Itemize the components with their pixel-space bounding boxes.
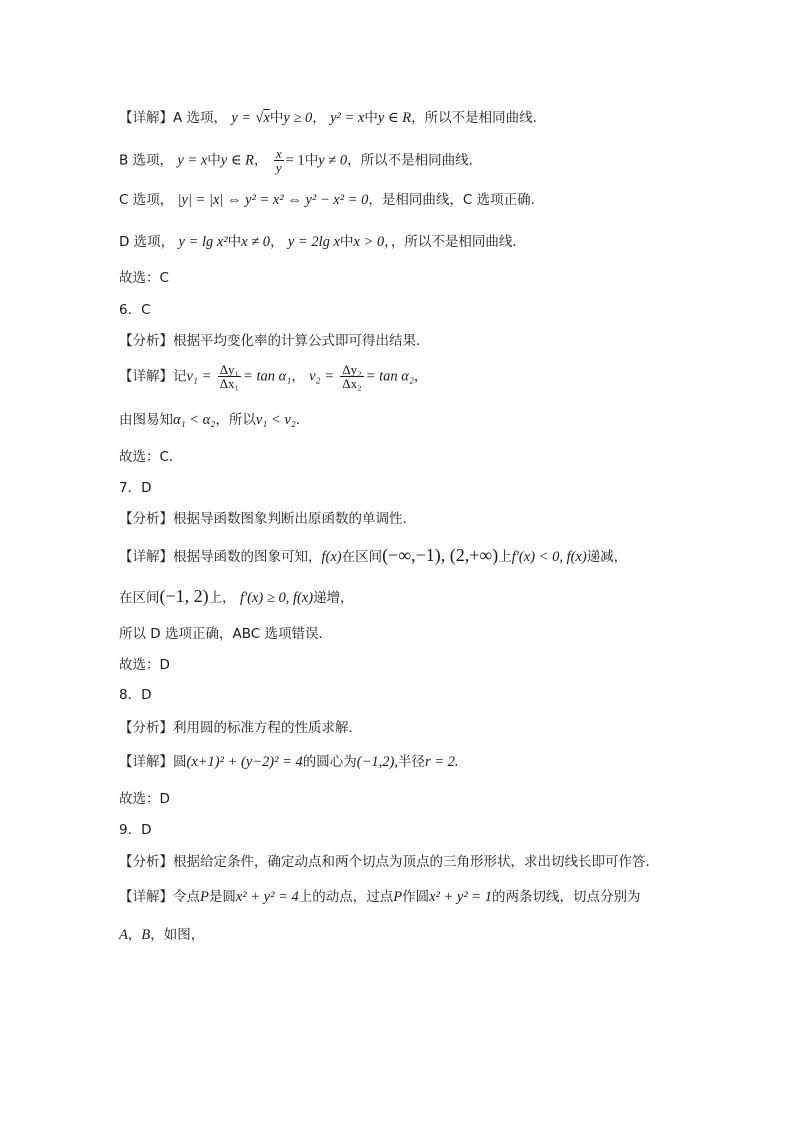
- detail-circle: [119, 752, 459, 772]
- math-expr: f′(x) < 0, f(x): [511, 549, 587, 565]
- detail-comparison: [119, 410, 309, 430]
- text: ．: [295, 412, 310, 428]
- text: A 选项，: [173, 110, 228, 126]
- detail-a-option: [119, 108, 537, 128]
- math-expr: x > 0: [353, 234, 385, 250]
- sqrt-expr: √x: [255, 110, 270, 126]
- text: 中: [304, 152, 319, 169]
- text: 递减，: [586, 549, 628, 565]
- numerator: Δy₁: [219, 362, 240, 377]
- text: 在区间: [119, 590, 160, 606]
- question-number: 9．D: [119, 822, 152, 838]
- math-expr: y ∈ R: [377, 110, 412, 126]
- denominator: Δx₁: [219, 376, 240, 391]
- detail-b-option: [119, 147, 473, 174]
- math-expr: r = 2.: [424, 754, 459, 770]
- text: 上的动点，过点: [298, 889, 394, 905]
- text: 圆: [173, 754, 187, 770]
- detail-c-option: [119, 190, 535, 210]
- fraction-dy1-dx1: [218, 363, 241, 390]
- tag: 【详解】: [119, 549, 173, 565]
- math-expr: = tan α₁: [243, 368, 292, 385]
- detail-tangent: [119, 887, 641, 907]
- text: 根据导函数的图象可知，: [173, 549, 322, 565]
- radicand: x: [263, 110, 270, 126]
- answer-line: 故选：C: [119, 270, 169, 286]
- math-expr: (x+1)² + (y−2)² = 4: [186, 754, 303, 770]
- analysis-line: 【分析】根据平均变化率的计算公式即可得出结果．: [119, 333, 430, 349]
- detail-d-option: [119, 232, 517, 252]
- text: 在区间: [341, 549, 383, 565]
- text: B 选项，: [119, 152, 174, 169]
- math-expr: |y| = |x| ⇔ y² = x² ⇔ y² − x² = 0: [177, 192, 369, 208]
- text: ，: [254, 152, 268, 169]
- math-expr: y² = x: [330, 110, 365, 126]
- text: 中: [364, 110, 378, 126]
- conclusion-line: 所以 D 选项正确，ABC 选项错误.: [119, 626, 323, 642]
- text: 记: [173, 368, 187, 385]
- math-expr: x² + y² = 1: [429, 889, 492, 905]
- detail-rate-of-change: [119, 363, 427, 390]
- text: D 选项，: [119, 234, 175, 250]
- math-expr: B: [141, 927, 151, 943]
- math-expr: (−∞,−1), (2,+∞): [382, 545, 499, 565]
- math-expr: (−1, 2): [159, 586, 209, 606]
- math-expr: v₁ < v₂: [255, 412, 296, 428]
- detail-increasing: [119, 586, 354, 608]
- text: ，如图，: [150, 927, 205, 943]
- denominator: y: [275, 160, 282, 175]
- text: ，: [270, 234, 284, 250]
- text: 半径: [397, 754, 425, 770]
- math-expr: P: [200, 889, 209, 905]
- text: 上，: [208, 590, 236, 606]
- math-expr: y ≠ 0: [318, 152, 348, 169]
- text: 中: [269, 110, 284, 126]
- analysis-line: 【分析】根据给定条件，确定动点和两个切点为顶点的三角形形状，求出切线长即可作答.: [119, 854, 650, 870]
- fraction-dy2-dx2: [340, 363, 363, 390]
- question-number: 7．D: [119, 480, 152, 496]
- detail-derivative: [119, 545, 627, 567]
- text: 中: [207, 152, 221, 169]
- text: 中: [227, 234, 242, 250]
- answer-line: 故选：D: [119, 791, 170, 807]
- math-expr: y =: [231, 110, 252, 126]
- text: C 选项，: [119, 192, 174, 208]
- math-expr: = 1: [285, 152, 305, 169]
- math-expr: y = x: [177, 152, 208, 169]
- text: 是圆: [208, 889, 236, 905]
- answer-line: 故选：C．: [119, 449, 183, 465]
- math-expr: f′(x) ≥ 0, f(x): [239, 590, 314, 606]
- tag: 【详解】: [119, 889, 173, 905]
- text: 递增，: [313, 590, 354, 606]
- math-expr: y ≥ 0: [283, 110, 313, 126]
- text: ，所以: [215, 412, 256, 428]
- question-number: 6．C: [119, 302, 151, 318]
- text: 由图易知: [119, 412, 173, 428]
- text: ，，所以不是相同曲线.: [384, 234, 517, 250]
- text: ，所以不是相同曲线.: [347, 152, 473, 169]
- tag: 【详解】: [119, 110, 173, 126]
- math-expr: y = 2lg x: [287, 234, 340, 250]
- math-expr: A: [119, 927, 128, 943]
- text: 的两条切线，切点分别为: [492, 889, 641, 905]
- tag: 【详解】: [119, 368, 173, 385]
- denominator: Δx₂: [342, 376, 362, 391]
- answer-line: 故选：D: [119, 657, 170, 673]
- question-number: 8．D: [119, 687, 152, 703]
- math-expr: v₁ =: [186, 368, 212, 385]
- text: ，: [413, 368, 428, 385]
- text: ，: [127, 927, 142, 943]
- text: 作圆: [402, 889, 430, 905]
- analysis-line: 【分析】利用圆的标准方程的性质求解．: [119, 720, 362, 736]
- math-expr: P: [393, 889, 403, 905]
- text: ，所以不是相同曲线.: [411, 110, 537, 126]
- text: ，是相同曲线，C 选项正确.: [368, 192, 535, 208]
- text: ，: [291, 368, 305, 385]
- text: ，: [312, 110, 326, 126]
- math-expr: (−1,2),: [356, 754, 398, 770]
- math-expr: = tan α₂: [365, 368, 414, 385]
- text: 上: [498, 549, 512, 565]
- math-expr: v₂ =: [309, 368, 334, 385]
- numerator: x: [275, 146, 282, 161]
- math-expr: f(x): [321, 549, 342, 565]
- math-expr: x² + y² = 4: [235, 889, 299, 905]
- analysis-line: 【分析】根据导函数图象判断出原函数的单调性.: [119, 511, 407, 527]
- math-expr: α₁ < α₂: [173, 412, 216, 428]
- text: 令点: [173, 889, 200, 905]
- math-expr: y = lg x²: [178, 234, 228, 250]
- math-expr: y ∈ R: [220, 152, 255, 169]
- text: 中: [339, 234, 354, 250]
- tag: 【详解】: [119, 754, 173, 770]
- fraction-x-over-y: [274, 147, 284, 174]
- math-expr: x ≠ 0: [241, 234, 271, 250]
- detail-tangent-points: [119, 925, 204, 945]
- numerator: Δy₂: [342, 362, 362, 377]
- text: 的圆心为: [302, 754, 357, 770]
